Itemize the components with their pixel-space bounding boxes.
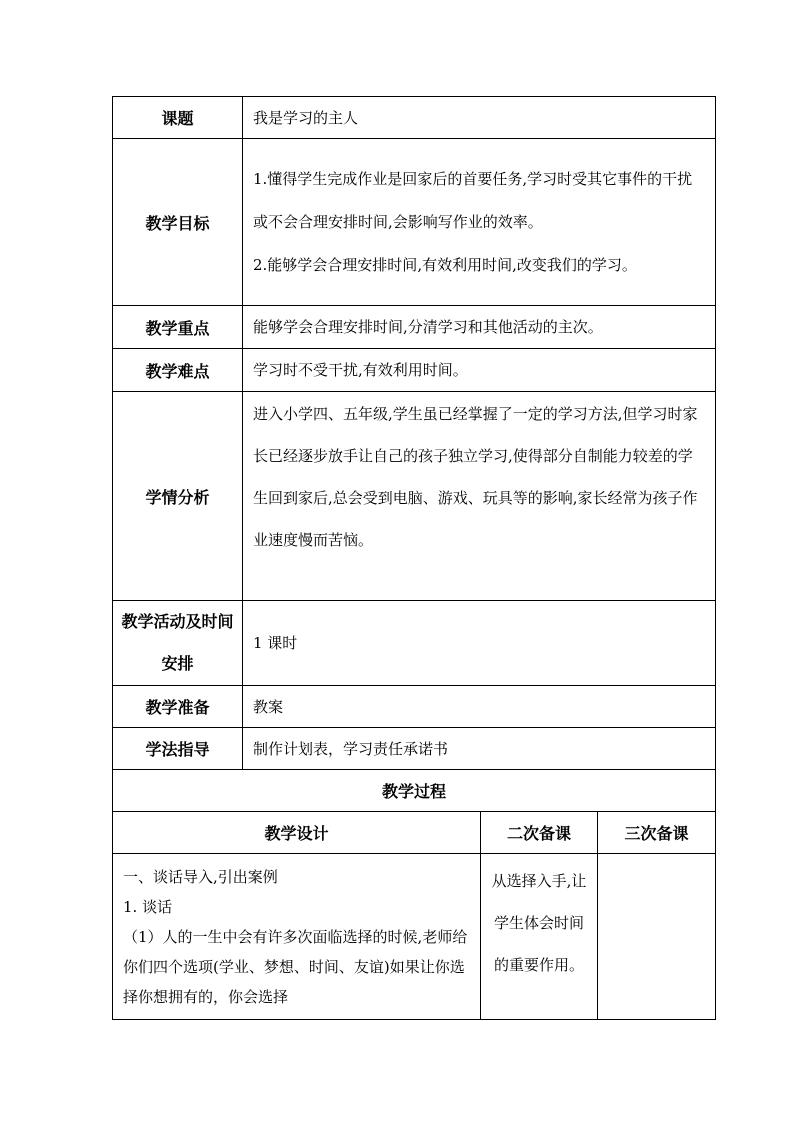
row-prep: [113, 686, 716, 728]
third-prep-note: [598, 854, 716, 1020]
row-topic: [113, 97, 716, 139]
situation-value: [243, 392, 716, 601]
topic-label: 课题: [113, 97, 243, 139]
difficulty-label: 教学难点: [113, 349, 243, 392]
design-line: （1）人的一生中会有许多次面临选择的时候,老师给你们四个选项(学业、梦想、时间、友谊)如果让你选择你想拥有的，你会选择: [123, 928, 468, 1006]
row-time: [113, 601, 716, 686]
situation-text: 进入小学四、五年级,学生虽已经掌握了一定的学习方法,但学习时家长已经逐步放手让自己的孩子独立学习,使得部分自制能力较差的学生回到家后,总会受到电脑、游戏、玩具等的影响,家长经常为孩子作业速度慢而苦恼。: [253, 405, 698, 549]
design-line: 一、谈话导入,引出案例: [123, 868, 278, 886]
time-label: 教学活动及时间安排: [113, 601, 243, 686]
second-prep-note: [481, 854, 598, 1020]
prep-label: 教学准备: [113, 686, 243, 728]
time-value: 1 课时: [243, 601, 716, 686]
design-line: 1. 谈话: [123, 898, 173, 916]
row-process-header: [113, 812, 716, 854]
row-process-content: [113, 854, 716, 1020]
method-value: 制作计划表，学习责任承诺书: [243, 728, 716, 770]
topic-value: 我是学习的主人: [243, 97, 716, 139]
lesson-plan-table: [112, 96, 716, 1020]
second-prep-column-header: 二次备课: [481, 812, 598, 854]
design-column-header: 教学设计: [113, 812, 481, 854]
situation-label: 学情分析: [113, 392, 243, 601]
row-goals: [113, 139, 716, 306]
difficulty-value: 学习时不受干扰,有效利用时间。: [243, 349, 716, 392]
lesson-plan-sheet: [112, 96, 715, 1020]
process-title: 教学过程: [113, 770, 716, 812]
row-method: [113, 728, 716, 770]
focus-label: 教学重点: [113, 306, 243, 349]
goals-label: 教学目标: [113, 139, 243, 306]
row-process-title: [113, 770, 716, 812]
row-difficulty: [113, 349, 716, 392]
focus-value: 能够学会合理安排时间,分清学习和其他活动的主次。: [243, 306, 716, 349]
goals-value: [243, 139, 716, 306]
row-focus: [113, 306, 716, 349]
design-content: [113, 854, 481, 1020]
third-prep-column-header: 三次备课: [598, 812, 716, 854]
row-situation: [113, 392, 716, 601]
prep-value: 教案: [243, 686, 716, 728]
second-prep-text: 从选择入手,让学生体会时间的重要作用。: [491, 872, 587, 974]
method-label: 学法指导: [113, 728, 243, 770]
goal-item: 1.懂得学生完成作业是回家后的首要任务,学习时受其它事件的干扰或不会合理安排时间,会影响写作业的效率。: [253, 169, 693, 231]
goal-item: 2.能够学会合理安排时间,有效利用时间,改变我们的学习。: [253, 255, 637, 274]
